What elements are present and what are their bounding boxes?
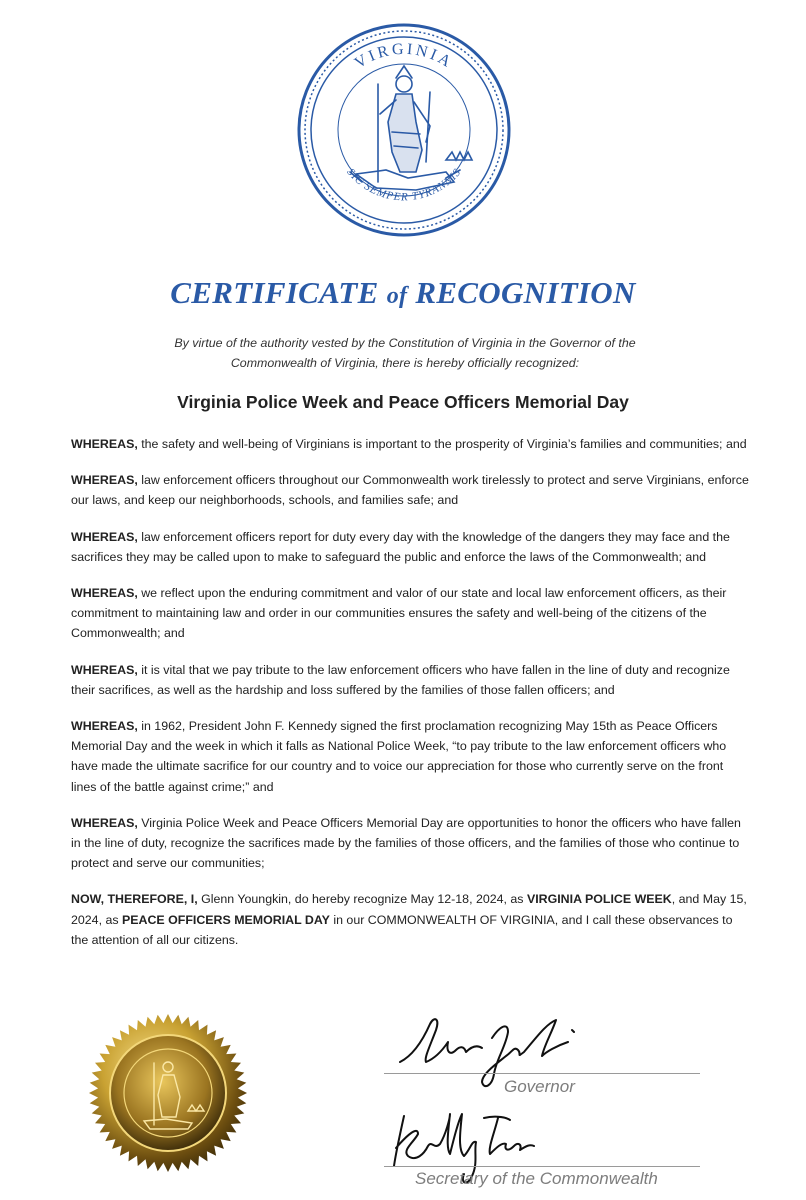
whereas-paragraph (71, 660, 751, 700)
whereas-text: we reflect upon the enduring commitment and valor of our state and local law enforcement officers, as their commitment to maintaining law and order in our communities ensures the safety and well-being of the citizens of the Commonwealth; and (71, 586, 727, 641)
gold-seal-emblem (88, 1013, 248, 1173)
whereas-lead: WHEREAS, (71, 586, 138, 601)
whereas-lead: WHEREAS, (71, 529, 138, 544)
proclamation-police-week: VIRGINIA POLICE WEEK (526, 892, 672, 907)
title-part-recognition: RECOGNITION (415, 275, 636, 310)
whereas-text: Virginia Police Week and Peace Officers Memorial Day are opportunities to honor the officers who have fallen in the line of duty, recognize the sacrifices made by the families of those officers, and the families of those who continue to protect and serve our communities; (71, 815, 741, 871)
seal-label-text: VIRGINIA (351, 40, 457, 73)
whereas-lead: WHEREAS, (71, 815, 138, 830)
title-part-certificate: CERTIFICATE (170, 275, 379, 310)
proclamation-memorial-day: PEACE OFFICERS MEMORIAL DAY (121, 912, 330, 927)
proclamation-text: Glenn Youngkin, do hereby recognize May 12-18, 2024, as (197, 892, 527, 907)
proclamation-lead: NOW, THEREFORE, I, (71, 892, 198, 907)
virginia-seal-emblem (296, 22, 512, 238)
whereas-text: law enforcement officers throughout our Commonwealth work tirelessly to protect and serve Virginians, enforce our laws, and keep our neighborhoods, schools, and families safe; and (71, 473, 749, 508)
whereas-paragraph (71, 470, 751, 510)
whereas-text: it is vital that we pay tribute to the law enforcement officers who have fallen in the line of duty and recognize their sacrifices, as well as the hardship and loss suffered by the families of those fallen officers; and (71, 662, 730, 697)
proclamation-text: in our COMMONWEALTH OF VIRGINIA, and I call these observances to the attention of all our citizens. (71, 912, 733, 947)
whereas-lead: WHEREAS, (71, 473, 138, 488)
proclamation-paragraph (71, 889, 751, 950)
whereas-lead: WHEREAS, (71, 437, 138, 451)
certificate-title (0, 275, 806, 311)
recognition-subject: Virginia Police Week and Peace Officers Memorial Day (177, 392, 629, 412)
governor-title: Governor (504, 1077, 575, 1096)
whereas-lead: WHEREAS, (71, 662, 138, 677)
whereas-text: law enforcement officers report for duty every day with the knowledge of the dangers they may face and the sacrifices they may be called upon to make to safeguard the public and enforce the laws of the Commonwealth; and (71, 529, 730, 564)
whereas-lead: WHEREAS, (71, 719, 138, 734)
whereas-paragraph (71, 434, 751, 454)
certificate-body (71, 434, 751, 966)
whereas-paragraph (71, 527, 751, 567)
seal-motto-text: SIC SEMPER TYRANNIS (344, 166, 464, 204)
secretary-signature-line (384, 1166, 700, 1167)
title-part-of: of (386, 283, 408, 309)
secretary-title: Secretary of the Commonwealth (415, 1169, 658, 1188)
whereas-paragraph (71, 813, 751, 874)
governor-signature-line (384, 1073, 700, 1074)
whereas-text: in 1962, President John F. Kennedy signed the first proclamation recognizing May 15th as Peace Officers Memorial Day and the week in which it falls as National Police Week, “to pay tribute to the law enforcement officers who have made the ultimate sacrifice for our country and to voice our appreciation for those who currently serve on the front lines of the battle against crime;” and (71, 719, 727, 794)
authority-statement: By virtue of the authority vested by the Constitution of Virginia in the Governor of the Commonwealth of Virginia, there is hereby officially recognized: (174, 336, 636, 370)
whereas-paragraph (71, 583, 751, 644)
proclamation-text: , and May 15, 2024, as (71, 892, 747, 927)
whereas-text: the safety and well-being of Virginians is important to the prosperity of Virginia’s families and communities; and (137, 437, 747, 451)
whereas-paragraph (71, 716, 751, 797)
